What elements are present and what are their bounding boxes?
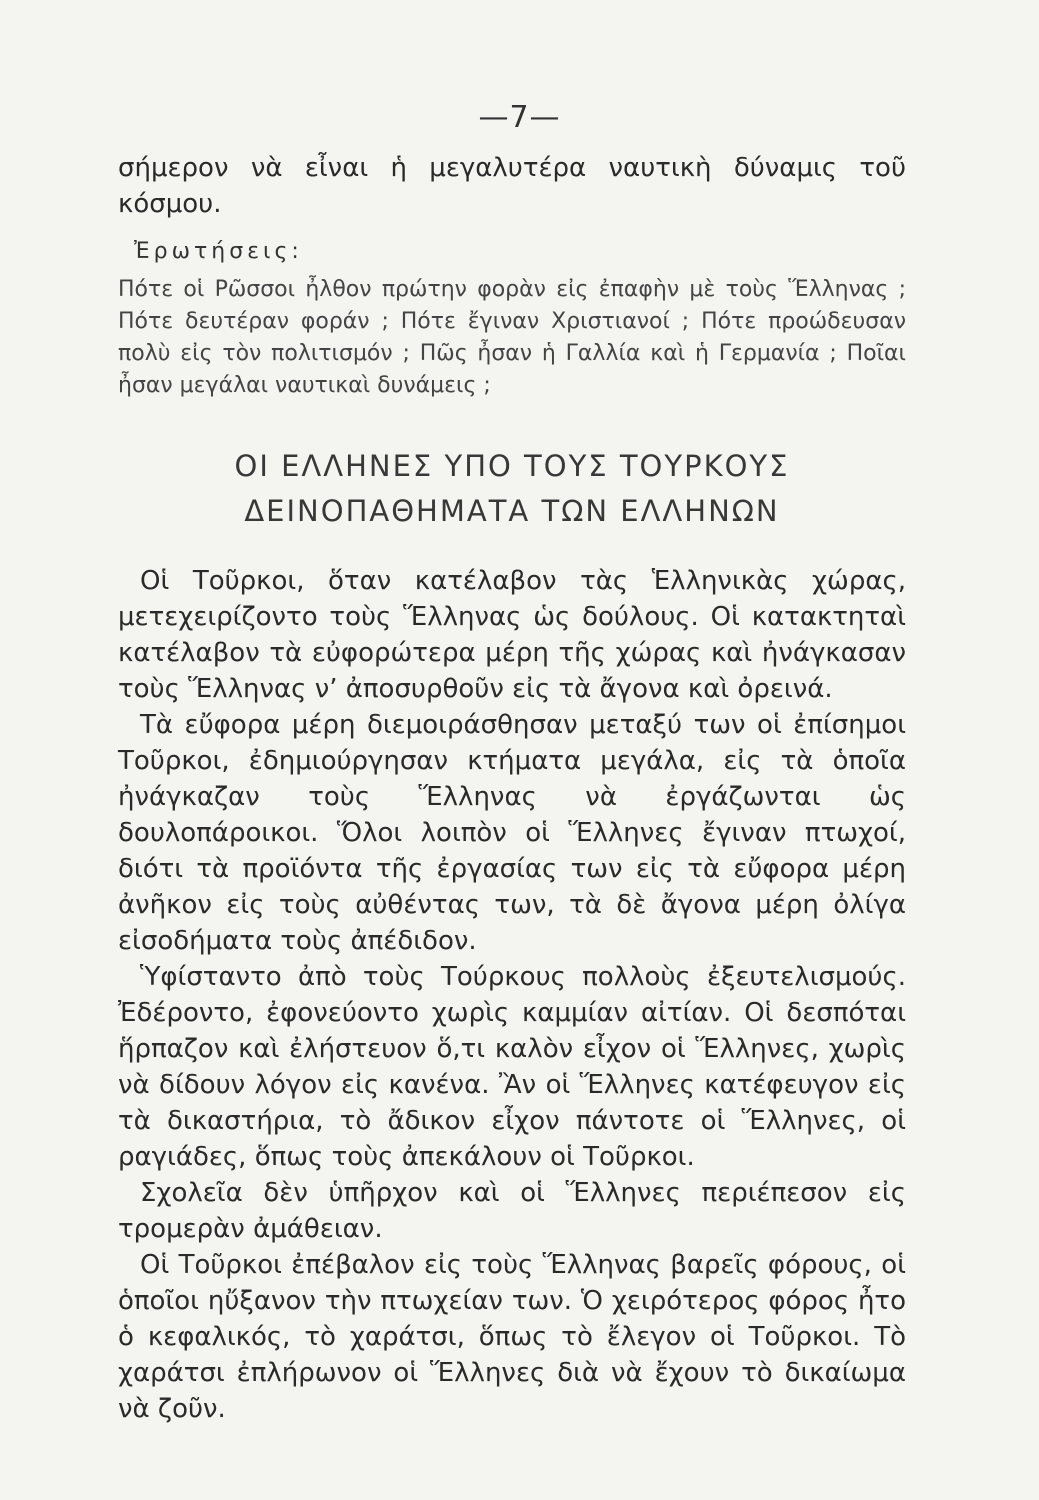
body-paragraph: Οἱ Τοῦρκοι ἐπέβαλον εἰς τοὺς Ἕλληνας βαρεῖς φόρους, οἱ ὁποῖοι ηὔξανον τὴν πτωχείαν των. Ὁ χειρότερος φόρος ἦτο ὁ κεφαλικός, τὸ χαράτσι, ὅπως τὸ ἔλεγον οἱ Τοῦρκοι. Τὸ χαράτσι ἐπλήρωνον οἱ Ἕλληνες διὰ νὰ ἔχουν τὸ δικαίωμα νὰ ζοῦν. xyxy=(118,1250,906,1424)
body-paragraph: Σχολεῖα δὲν ὑπῆρχον καὶ οἱ Ἕλληνες περιέπεσον εἰς τρομερὰν ἀμάθειαν. xyxy=(118,1178,906,1244)
questions-paragraph: Πότε οἱ Ρῶσσοι ἦλθον πρώτην φορὰν εἰς ἐπαφὴν μὲ τοὺς Ἕλληνας ; Πότε δευτέραν φοράν ; Πότε ἔγιναν Χριστιανοί ; Πότε προώδευσαν πολὺ εἰς τὸν πολιτισμόν ; Πῶς ἦσαν ἡ Γαλλία καὶ ἡ Γερμανία ; Ποῖαι ἦσαν μεγάλαι ναυτικαὶ δυνάμεις ; xyxy=(118,277,906,398)
page-number: —7— xyxy=(478,100,561,135)
body-paragraph: Οἱ Τοῦρκοι, ὅταν κατέλαβον τὰς Ἑλληνικὰς χώρας, μετεχειρίζοντο τοὺς Ἕλληνας ὡς δούλους. Οἱ κατακτηταὶ κατέλαβον τὰ εὐφορώτερα μέρη τῆς χώρας καὶ ἠνάγκασαν τοὺς Ἕλληνας ν’ ἀποσυρθοῦν εἰς τὰ ἄγονα καὶ ὀρεινά. xyxy=(118,566,906,704)
page-content xyxy=(118,150,906,1427)
questions-label: Ἐρωτήσεις: xyxy=(134,239,303,264)
body-text xyxy=(118,563,906,1427)
heading-subtitle: ΔΕΙΝΟΠΑΘΗΜΑΤΑ ΤΩΝ ΕΛΛΗΝΩΝ xyxy=(244,494,780,528)
section-heading xyxy=(118,446,906,531)
heading-title: ΟΙ ΕΛΛΗΝΕΣ ΥΠΟ ΤΟΥΣ ΤΟΥΡΚΟΥΣ xyxy=(234,449,790,483)
body-paragraph: Ὑφίσταντο ἀπὸ τοὺς Τούρκους πολλοὺς ἐξευτελισμούς. Ἐδέροντο, ἐφονεύοντο χωρὶς καμμίαν αἰτίαν. Οἱ δεσπόται ἥρπαζον καὶ ἐλήστευον ὅ,τι καλὸν εἶχον οἱ Ἕλληνες, χωρὶς νὰ δίδουν λόγον εἰς κανένα. Ἂν οἱ Ἕλληνες κατέφευγον εἰς τὰ δικαστήρια, τὸ ἄδικον εἶχον πάντοτε οἱ Ἕλληνες, οἱ ραγιάδες, ὅπως τοὺς ἀπεκάλουν οἱ Τοῦρκοι. xyxy=(118,962,906,1172)
intro-paragraph: σήμερον νὰ εἶναι ἡ μεγαλυτέρα ναυτικὴ δύναμις τοῦ κόσμου. xyxy=(118,153,906,219)
body-paragraph: Τὰ εὔφορα μέρη διεμοιράσθησαν μεταξύ των οἱ ἐπίσημοι Τοῦρκοι, ἐδημιούργησαν κτήματα μεγάλα, εἰς τὰ ὁποῖα ἠνάγκαζαν τοὺς Ἕλληνας νὰ ἐργάζωνται ὡς δουλοπάροικοι. Ὅλοι λοιπὸν οἱ Ἕλληνες ἔγιναν πτωχοί, διότι τὰ προϊόντα τῆς ἐργασίας των εἰς τὰ εὔφορα μέρη ἀνῆκον εἰς τοὺς αὐθέντας των, τὰ δὲ ἄγονα μέρη ὀλίγα εἰσοδήματα τοὺς ἀπέδιδον. xyxy=(118,710,906,956)
